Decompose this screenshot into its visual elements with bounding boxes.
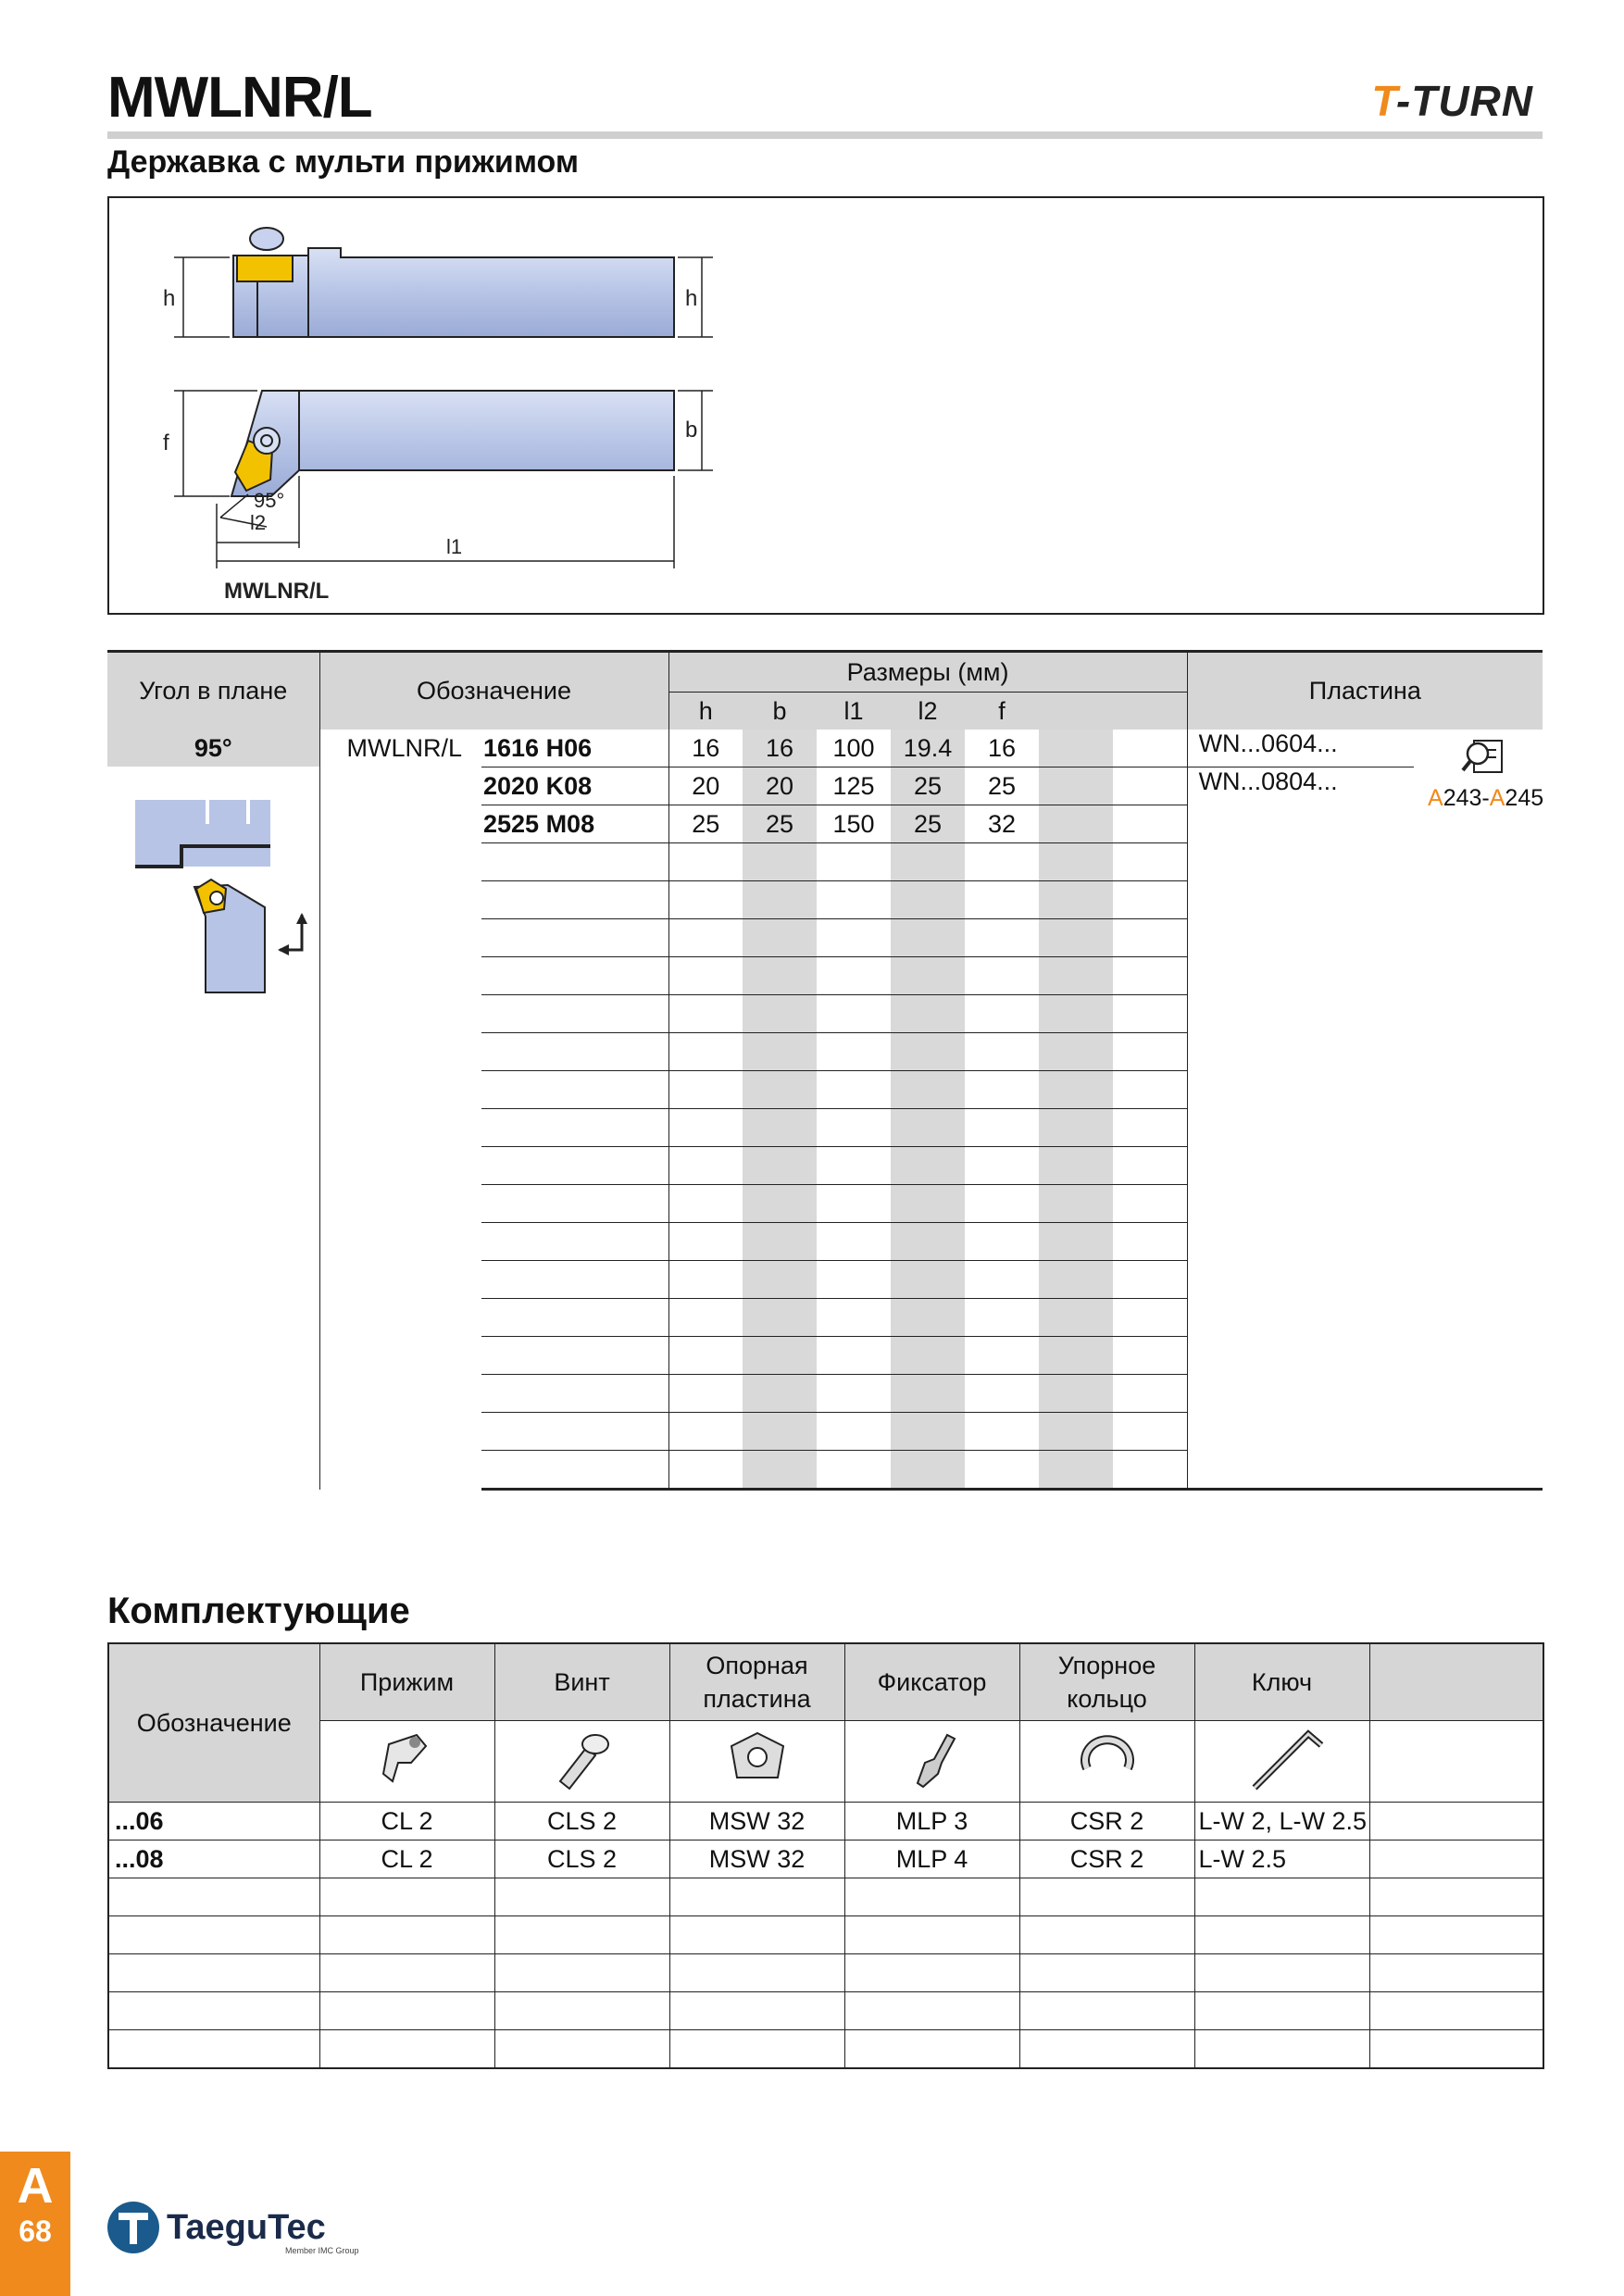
dim-b: 20 [743,767,817,805]
dim-l2 [891,1033,965,1071]
dim-b [743,1299,817,1337]
dim-l1 [817,1299,891,1337]
dim-h [668,1033,743,1071]
dim-b [743,843,817,881]
acc-shim [669,1992,844,2030]
insert-code: WN...0604... [1187,730,1414,767]
designation-code [481,1451,668,1490]
svg-text:Member IMC Group: Member IMC Group [285,2246,359,2255]
dim-h: 16 [668,730,743,767]
dim-l2 [891,1413,965,1451]
acc-header-pin: Фиксатор [844,1643,1019,1721]
shim-icon [669,1721,844,1803]
tool-drawing-box [107,196,1544,615]
dim-l1 [817,995,891,1033]
accessory-row [108,1916,1543,1954]
dim-h [668,957,743,995]
insert-code [1187,1109,1414,1147]
acc-screw [494,2030,669,2069]
side-view [233,228,674,337]
dim-f [965,843,1039,881]
accessory-row [108,1803,1543,1841]
dim-label-b: b [685,418,698,443]
acc-clamp: CL 2 [319,1841,494,1878]
insert-code [1187,1451,1414,1490]
acc-clamp: CL 2 [319,1803,494,1841]
brand-logo: T-TURN [1371,77,1533,125]
acc-shim [669,1954,844,1992]
dim-b: 16 [743,730,817,767]
dim-l1 [817,881,891,919]
acc-ring [1019,2030,1194,2069]
page-tab [0,2152,70,2296]
dim-l1 [817,1223,891,1261]
acc-screw [494,1992,669,2030]
designation-code [481,881,668,919]
dim-l1 [817,1337,891,1375]
top-view [231,391,674,496]
acc-shim: MSW 32 [669,1803,844,1841]
dim-f [965,1375,1039,1413]
insert-code [1187,1337,1414,1375]
dim-l1 [817,1071,891,1109]
designation-code [481,1223,668,1261]
dim-l2: 19.4 [891,730,965,767]
dim-h [668,1185,743,1223]
tool-drawing [109,198,1543,613]
insert-code [1187,957,1414,995]
acc-header-clamp: Прижим [319,1643,494,1721]
acc-clamp [319,2030,494,2069]
title-rule [107,131,1543,139]
company-logo [106,2200,383,2255]
dim-h: 25 [668,805,743,843]
angle-value: 95° [107,730,319,767]
insert-code [1187,1261,1414,1299]
insert-code: WN...0804... [1198,767,1338,795]
dim-f [965,1299,1039,1337]
acc-code [108,2030,319,2069]
insert-code [1187,843,1414,881]
dim-b [743,1109,817,1147]
acc-screw: CLS 2 [494,1841,669,1878]
dim-f [965,957,1039,995]
acc-key [1194,1916,1369,1954]
acc-ring [1019,1954,1194,1992]
series-name: MWLNR/L [346,734,462,762]
dim-f [965,1147,1039,1185]
acc-header-empty [1369,1643,1543,1721]
acc-shim [669,1916,844,1954]
dim-label-l2: l2 [250,511,267,534]
page-subtitle: Державка с мульти прижимом [107,144,579,180]
designation-code [481,995,668,1033]
insert-code [1187,1413,1414,1451]
dim-h [668,1413,743,1451]
dim-label-h-left: h [163,286,176,311]
dim-l1 [817,1413,891,1451]
acc-key [1194,1878,1369,1916]
dim-b [743,957,817,995]
insert-code [1187,1147,1414,1185]
dim-l2 [891,881,965,919]
dim-f [965,1261,1039,1299]
acc-clamp [319,1992,494,2030]
header-insert: Пластина [1187,652,1543,730]
dim-b [743,1261,817,1299]
dim-l2 [891,995,965,1033]
page-number: 68 [19,2215,52,2248]
dim-l1 [817,1185,891,1223]
insert-code [1187,919,1414,957]
accessory-row [108,2030,1543,2069]
acc-pin [844,1916,1019,1954]
designation-code: 2525 M08 [481,805,668,843]
acc-key: L-W 2, L-W 2.5 [1194,1803,1369,1841]
dim-b [743,1033,817,1071]
dim-l2 [891,1071,965,1109]
dim-l1: 150 [817,805,891,843]
designation-code: 1616 H06 [481,730,668,767]
dim-l2: 25 [891,767,965,805]
table-row [107,730,1543,767]
designation-code [481,1299,668,1337]
acc-ring [1019,1992,1194,2030]
dim-l1: 125 [817,767,891,805]
dim-l2 [891,1185,965,1223]
dim-h [668,1261,743,1299]
dim-l2 [891,1375,965,1413]
dim-l1 [817,957,891,995]
acc-screw [494,1954,669,1992]
accessories-title: Комплектующие [107,1591,410,1631]
acc-header-key: Ключ [1194,1643,1369,1721]
acc-ring: CSR 2 [1019,1803,1194,1841]
insert-code [1187,881,1414,919]
acc-clamp [319,1916,494,1954]
insert-code [1187,1223,1414,1261]
acc-code [108,1878,319,1916]
dim-h [668,1451,743,1490]
dim-l2: 25 [891,805,965,843]
dim-f [965,881,1039,919]
catalog-page-ref[interactable]: A243-A245 [1428,785,1544,811]
dim-l2 [891,1223,965,1261]
insert-code [1187,1299,1414,1337]
dim-h [668,1109,743,1147]
acc-screw [494,1916,669,1954]
dim-l2 [891,1337,965,1375]
acc-key [1194,1954,1369,1992]
designation-code: 2020 K08 [481,767,668,805]
header-dim-f: f [965,693,1039,730]
ring-icon [1019,1721,1194,1803]
dim-f: 25 [965,767,1039,805]
dim-label-l1: l1 [446,535,463,558]
angle-cell [107,728,319,770]
insert-code [1187,1071,1414,1109]
dim-b [743,995,817,1033]
acc-pin: MLP 3 [844,1803,1019,1841]
acc-key: L-W 2.5 [1194,1841,1369,1878]
acc-header-shim: Опорная пластина [669,1643,844,1721]
designation-code [481,919,668,957]
dim-b [743,919,817,957]
designation-code [481,1147,668,1185]
designation-code [481,1071,668,1109]
acc-code [108,1992,319,2030]
dim-l1 [817,1451,891,1490]
acc-key [1194,2030,1369,2069]
acc-ring [1019,1916,1194,1954]
acc-pin: MLP 4 [844,1841,1019,1878]
acc-code [108,1954,319,1992]
acc-pin [844,1992,1019,2030]
accessory-row [108,1992,1543,2030]
drawing-caption: MWLNR/L [224,579,330,604]
designation-code [481,1261,668,1299]
dim-f [965,1109,1039,1147]
header-dim-l2: l2 [891,693,965,730]
dim-b [743,1223,817,1261]
header-designation: Обозначение [319,652,668,730]
header-dim-l1: l1 [817,693,891,730]
dim-f [965,995,1039,1033]
dim-l2 [891,1299,965,1337]
dimensions-table [107,650,1543,1491]
dim-h [668,1223,743,1261]
dim-l2 [891,1451,965,1490]
page-title: MWLNR/L [107,66,372,130]
dim-l2 [891,919,965,957]
designation-code [481,1337,668,1375]
dim-f [965,1337,1039,1375]
acc-shim: MSW 32 [669,1841,844,1878]
dim-label-f: f [163,430,169,455]
dim-h [668,881,743,919]
dim-l2 [891,1109,965,1147]
acc-ring: CSR 2 [1019,1841,1194,1878]
acc-clamp [319,1878,494,1916]
designation-code [481,957,668,995]
screw-icon [494,1721,669,1803]
acc-code: ...08 [108,1841,319,1878]
dim-b [743,1451,817,1490]
dim-h [668,1337,743,1375]
dim-l1 [817,919,891,957]
dim-h [668,1147,743,1185]
insert-code [1187,1375,1414,1413]
header-angle: Угол в плане [107,652,319,730]
designation-code [481,1033,668,1071]
header-dim-h: h [668,693,743,730]
dim-h [668,919,743,957]
dim-f [965,1413,1039,1451]
magnifier-catalog-icon [1461,737,1507,778]
dim-h [668,1071,743,1109]
accessory-row [108,1878,1543,1916]
acc-ring [1019,1878,1194,1916]
clamp-icon [319,1721,494,1803]
acc-key [1194,1992,1369,2030]
acc-pin [844,1954,1019,1992]
insert-code [1187,1033,1414,1071]
dim-h [668,1375,743,1413]
acc-clamp [319,1954,494,1992]
acc-screw [494,1878,669,1916]
dim-l2 [891,1261,965,1299]
pin-icon [844,1721,1019,1803]
dim-h [668,1299,743,1337]
header-dim-b: b [743,693,817,730]
designation-code [481,1109,668,1147]
accessory-row [108,1954,1543,1992]
dim-f: 16 [965,730,1039,767]
dim-b [743,1337,817,1375]
dim-h [668,995,743,1033]
dim-b [743,1375,817,1413]
dim-l1 [817,843,891,881]
dim-f [965,1223,1039,1261]
dim-f: 32 [965,805,1039,843]
dim-f [965,1071,1039,1109]
header-dimensions: Размеры (мм) [668,652,1187,693]
tool-orientation-icon [135,796,320,1000]
dim-l2 [891,843,965,881]
acc-header-screw: Винт [494,1643,669,1721]
dim-h: 20 [668,767,743,805]
dim-b: 25 [743,805,817,843]
acc-header-designation: Обозначение [108,1643,319,1803]
dim-b [743,1071,817,1109]
acc-pin [844,1878,1019,1916]
insert-code [1187,1185,1414,1223]
section-letter: A [17,2158,54,2214]
acc-screw: CLS 2 [494,1803,669,1841]
dim-b [743,1185,817,1223]
acc-code [108,1916,319,1954]
dim-l1 [817,1375,891,1413]
accessories-table [107,1642,1544,2069]
acc-pin [844,2030,1019,2069]
insert-code [1187,995,1414,1033]
acc-shim [669,1878,844,1916]
designation-code [481,843,668,881]
dim-l1 [817,1261,891,1299]
dim-l2 [891,1147,965,1185]
dim-b [743,881,817,919]
key-icon [1194,1721,1369,1803]
dim-b [743,1147,817,1185]
dim-f [965,1033,1039,1071]
dim-l2 [891,957,965,995]
dim-label-h-right: h [685,286,698,311]
acc-code: ...06 [108,1803,319,1841]
accessory-row [108,1841,1543,1878]
dim-l1: 100 [817,730,891,767]
dim-label-angle: 95° [254,489,285,512]
insert-code [1187,805,1414,843]
dim-h [668,843,743,881]
designation-code [481,1375,668,1413]
designation-code [481,1413,668,1451]
acc-shim [669,2030,844,2069]
acc-header-ring: Упорное кольцо [1019,1643,1194,1721]
dim-f [965,1451,1039,1490]
svg-text:TaeguTec: TaeguTec [167,2208,326,2247]
designation-code [481,1185,668,1223]
dim-f [965,919,1039,957]
dim-l1 [817,1109,891,1147]
dim-b [743,1413,817,1451]
dim-l1 [817,1033,891,1071]
dim-l1 [817,1147,891,1185]
dim-f [965,1185,1039,1223]
